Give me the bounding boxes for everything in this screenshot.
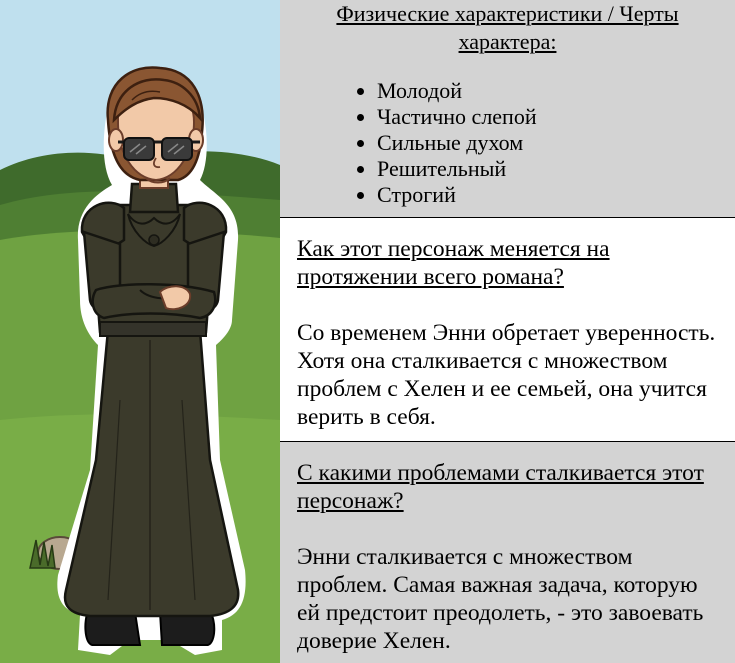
change-question: Как этот персонаж меняется на протяжении всего романа? — [297, 236, 610, 290]
trait-item: • Молодой — [377, 78, 735, 104]
traits-title: Физические характеристики / Черты характера: — [336, 1, 679, 54]
trait-item: • Сильные духом — [377, 130, 735, 156]
belt — [100, 322, 206, 336]
traits-panel — [280, 0, 735, 218]
traits-list — [280, 78, 735, 208]
problems-answer: Энни сталкивается с множеством проблем. Самая важная задача, которую ей предстоит преодолеть, - это завоевать доверие Хелен. — [297, 544, 704, 654]
hand — [160, 286, 190, 309]
trait-item: • Частично слепой — [377, 104, 735, 130]
crossed-arms — [93, 284, 216, 318]
trait-item: • Решительный — [377, 156, 735, 182]
change-panel — [280, 218, 735, 442]
problems-panel — [280, 442, 735, 663]
trait-item: • Строгий — [377, 182, 735, 208]
problems-question: С какими проблемами сталкивается этот персонаж? — [297, 460, 704, 514]
character-illustration — [0, 0, 280, 663]
change-answer: Со временем Энни обретает уверенность. Хотя она сталкивается с множеством проблем с Хелен и ее семьей, она учится верить в себя. — [297, 320, 716, 430]
